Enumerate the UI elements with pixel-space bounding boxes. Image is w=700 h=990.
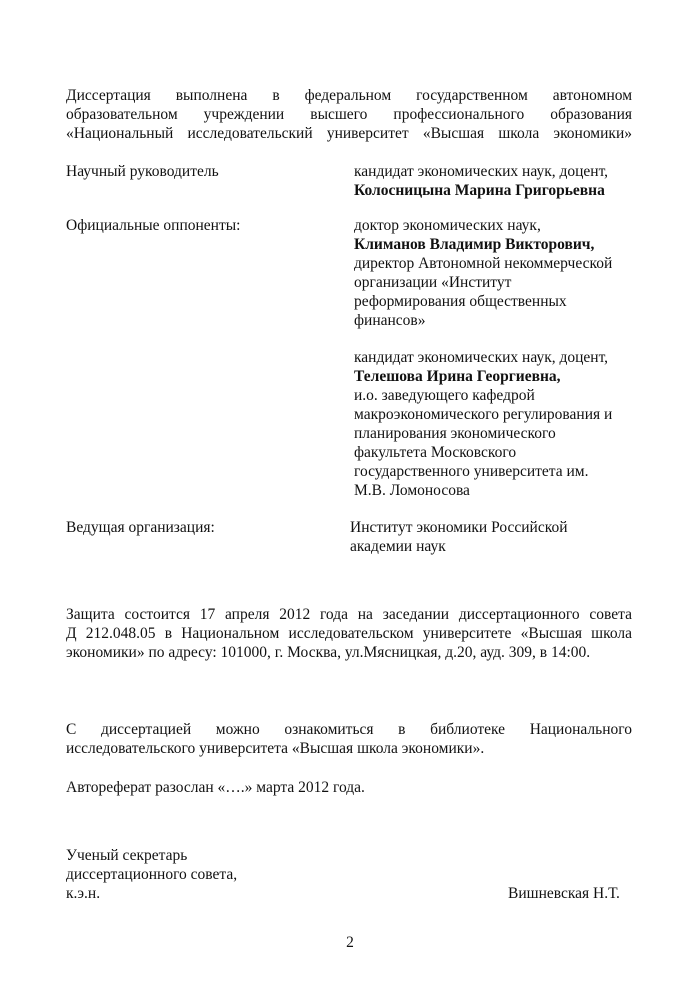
intro-paragraph [66, 86, 632, 143]
secretary-line: к.э.н. [66, 885, 101, 902]
opponent-second-position-line: и.о. заведующего кафедрой [354, 387, 535, 404]
opponent-second-position-line: планирования экономического [354, 425, 556, 442]
opponent-second-title: кандидат экономических наук, доцент, [354, 349, 609, 366]
opponent-second-position-line: макроэкономического регулирования и [354, 406, 613, 423]
opponent-first-position-line: директор Автономной некоммерческой [354, 255, 613, 272]
opponent-first-position-line: организации «Институт [354, 274, 512, 291]
library-paragraph [66, 720, 632, 758]
opponent-second-name: Телешова Ирина Георгиевна, [354, 368, 561, 385]
secretary-line: диссертационного совета, [66, 866, 238, 883]
library-line-1: С диссертацией можно ознакомиться в библиотеке Национального [66, 721, 632, 738]
opponent-second-position-line: государственного университета им. [354, 463, 589, 480]
page-number: 2 [346, 934, 354, 951]
leading-org-details [350, 518, 640, 556]
opponent-first [354, 216, 644, 330]
secretary-line: Ученый секретарь [66, 847, 188, 864]
leading-org-line: академии наук [350, 538, 446, 555]
secretary-name: Вишневская Н.Т. [508, 885, 620, 902]
defense-line-3: экономики» по адресу: 101000, г. Москва, ул.Мясницкая, д.20, ауд. 309, в 14:00. [66, 644, 591, 661]
defense-line-1: Защита состоится 17 апреля 2012 года на заседании диссертационного совета [66, 606, 632, 623]
leading-org-line: Институт экономики Российской [350, 519, 568, 536]
opponent-first-name: Климанов Владимир Викторович, [354, 236, 595, 253]
supervisor-title: кандидат экономических наук, доцент, [354, 163, 609, 180]
opponent-first-title: доктор экономических наук, [354, 217, 541, 234]
leading-org-label: Ведущая организация: [66, 519, 215, 536]
defense-line-2: Д 212.048.05 в Национальном исследовательском университете «Высшая школа [66, 625, 632, 642]
opponent-second-position-line: М.В. Ломоносова [354, 482, 470, 499]
abstract-sent-text: Автореферат разослан «….» марта 2012 года. [66, 779, 365, 796]
supervisor-details [354, 162, 644, 200]
defense-paragraph [66, 605, 632, 662]
supervisor-name: Колосницына Марина Григорьевна [354, 182, 605, 199]
intro-line-1: Диссертация выполнена в федеральном государственном автономном [66, 87, 632, 104]
opponents-label: Официальные оппоненты: [66, 217, 241, 234]
opponent-first-position-line: реформирования общественных [354, 293, 567, 310]
opponent-second-position-line: факультета Московского [354, 444, 517, 461]
library-line-2: исследовательского университета «Высшая школа экономики». [66, 740, 485, 757]
opponent-second [354, 348, 644, 500]
secretary-block [66, 846, 237, 903]
intro-line-3: «Национальный исследовательский университет «Высшая школа экономики» [66, 125, 632, 142]
abstract-sent-paragraph [66, 778, 365, 797]
intro-line-2: образовательном учреждении высшего профессионального образования [66, 106, 632, 123]
opponent-first-position-line: финансов» [354, 312, 426, 329]
supervisor-label: Научный руководитель [66, 163, 219, 180]
